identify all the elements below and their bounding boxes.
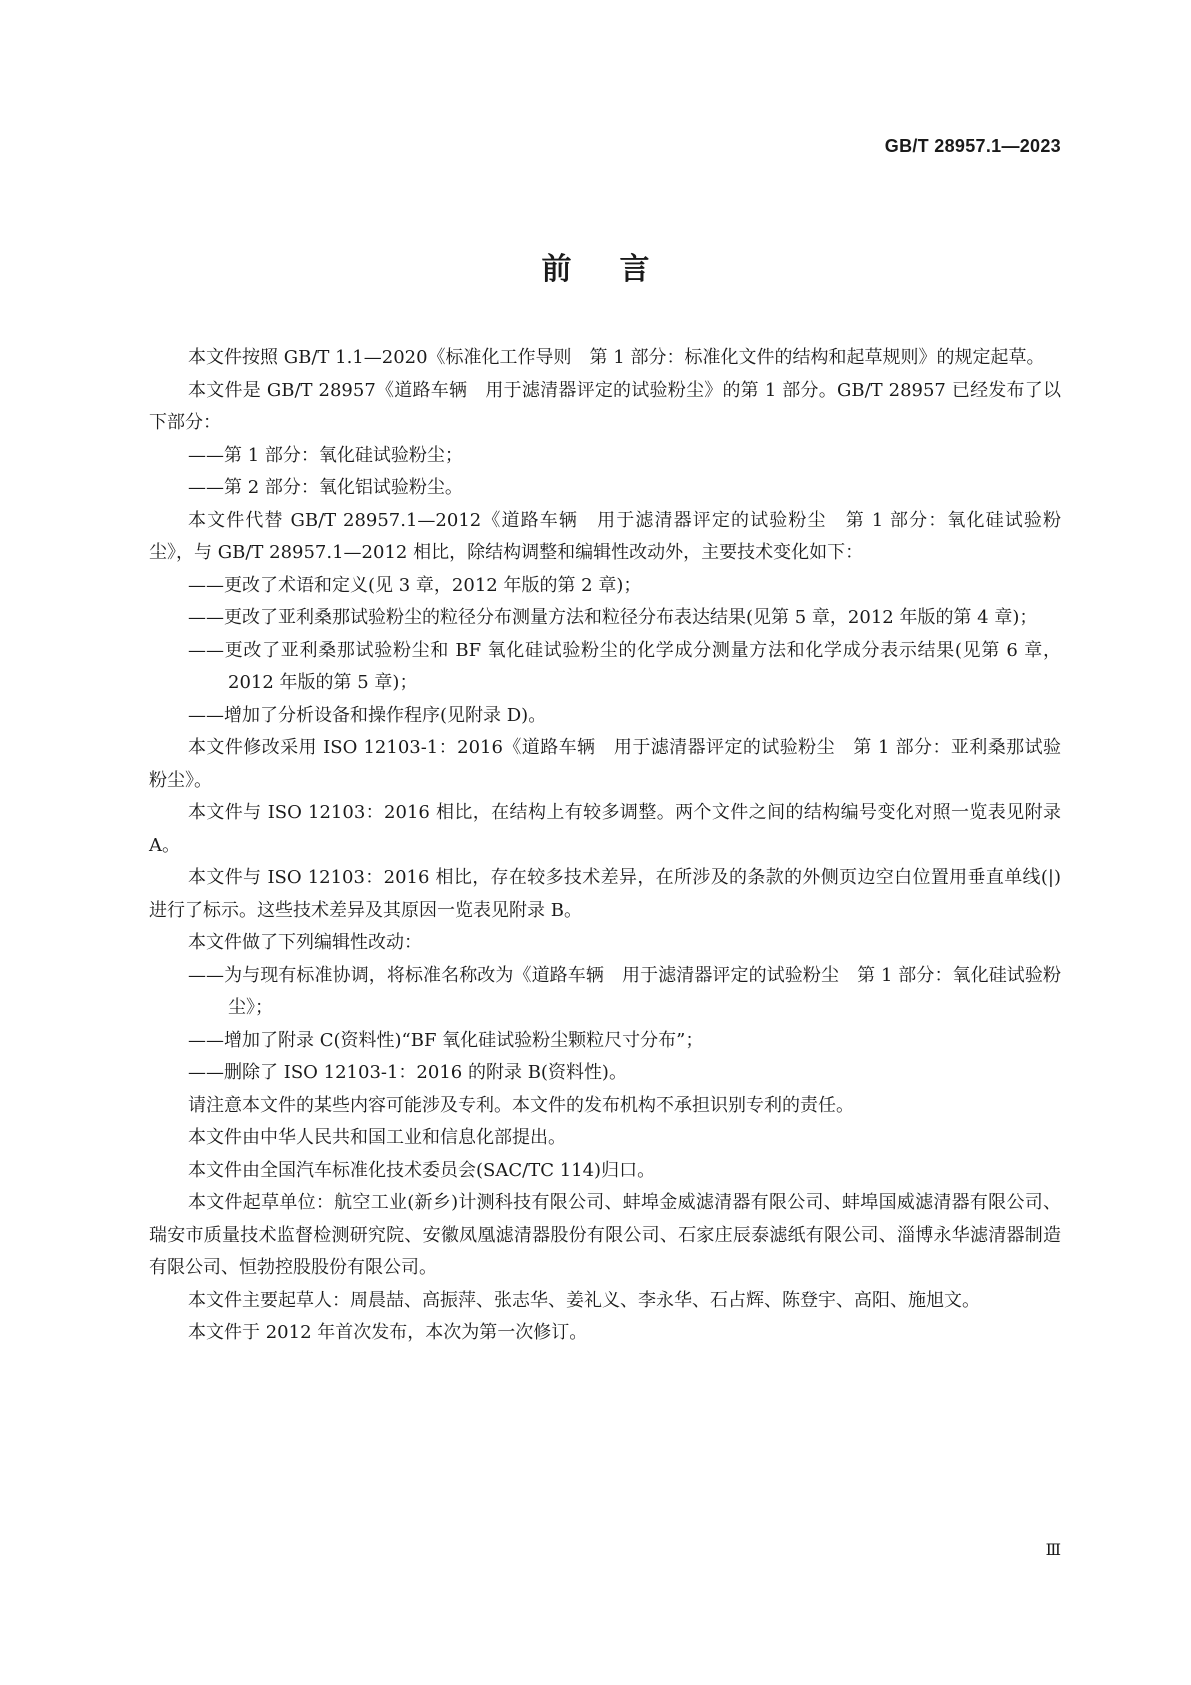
paragraph: 请注意本文件的某些内容可能涉及专利。本文件的发布机构不承担识别专利的责任。 (188, 1094, 854, 1116)
paragraph: 本文件是 GB/T 28957《道路车辆 用于滤清器评定的试验粉尘》的第 1 部分。GB/T 28957 已经发布了以下部分： (149, 379, 1061, 433)
paragraph: 本文件与 ISO 12103：2016 相比，存在较多技术差异，在所涉及的条款的外侧页边空白位置用垂直单线(|)进行了标示。这些技术差异及其原因一览表见附录 B。 (149, 867, 1061, 921)
paragraph: 本文件于 2012 年首次发布，本次为第一次修订。 (188, 1322, 588, 1343)
list-item: ——第 1 部分：氧化硅试验粉尘； (188, 444, 463, 466)
list-item: ——为与现有标准协调，将标准名称改为《道路车辆 用于滤清器评定的试验粉尘 第 1 部分：氧化硅试验粉尘》； (188, 964, 1061, 1018)
page-title: 前言 (541, 252, 698, 287)
list-item: ——删除了 ISO 12103-1：2016 的附录 B(资料性)。 (188, 1062, 627, 1083)
paragraph: 本文件修改采用 ISO 12103-1：2016《道路车辆 用于滤清器评定的试验粉尘 第 1 部分：亚利桑那试验粉尘》。 (149, 737, 1061, 791)
list-item: ——增加了分析设备和操作程序(见附录 D)。 (188, 704, 547, 726)
paragraph: 本文件由全国汽车标准化技术委员会(SAC/TC 114)归口。 (188, 1159, 656, 1181)
paragraph: 本文件代替 GB/T 28957.1—2012《道路车辆 用于滤清器评定的试验粉尘 第 1 部分：氧化硅试验粉尘》，与 GB/T 28957.1—2012 相比，除结构调整和编辑性改动外，主要技术变化如下： (149, 509, 1061, 563)
list-item: ——更改了术语和定义(见 3 章，2012 年版的第 2 章)； (188, 574, 642, 596)
paragraph: 本文件按照 GB/T 1.1—2020《标准化工作导则 第 1 部分：标准化文件的结构和起草规则》的规定起草。 (188, 347, 1045, 368)
foreword-body (149, 342, 1061, 1350)
paragraph: 本文件与 ISO 12103：2016 相比，在结构上有较多调整。两个文件之间的结构编号变化对照一览表见附录 A。 (149, 802, 1061, 856)
list-item: ——增加了附录 C(资料性)“BF 氧化硅试验粉尘颗粒尺寸分布”； (188, 1029, 704, 1051)
paragraph: 本文件主要起草人：周晨喆、高振萍、张志华、姜礼义、李永华、石占辉、陈登宇、高阳、施旭文。 (188, 1289, 980, 1311)
paragraph: 本文件做了下列编辑性改动： (188, 932, 422, 953)
list-item: ——更改了亚利桑那试验粉尘的粒径分布测量方法和粒径分布表达结果(见第 5 章，2012 年版的第 4 章)； (188, 607, 1038, 628)
paragraph: 本文件由中华人民共和国工业和信息化部提出。 (188, 1127, 566, 1148)
standard-code: GB/T 28957.1—2023 (884, 136, 1061, 156)
paragraph: 本文件起草单位：航空工业(新乡)计测科技有限公司、蚌埠金威滤清器有限公司、蚌埠国威滤清器有限公司、瑞安市质量技术监督检测研究院、安徽凤凰滤清器股份有限公司、石家庄辰泰滤纸有限公司、淄博永华滤清器制造有限公司、恒勃控股股份有限公司。 (149, 1192, 1061, 1278)
page-number: Ⅲ (1045, 1542, 1061, 1559)
list-item: ——更改了亚利桑那试验粉尘和 BF 氧化硅试验粉尘的化学成分测量方法和化学成分表示结果(见第 6 章，2012 年版的第 5 章)； (188, 639, 1061, 693)
list-item: ——第 2 部分：氧化铝试验粉尘。 (188, 477, 463, 498)
